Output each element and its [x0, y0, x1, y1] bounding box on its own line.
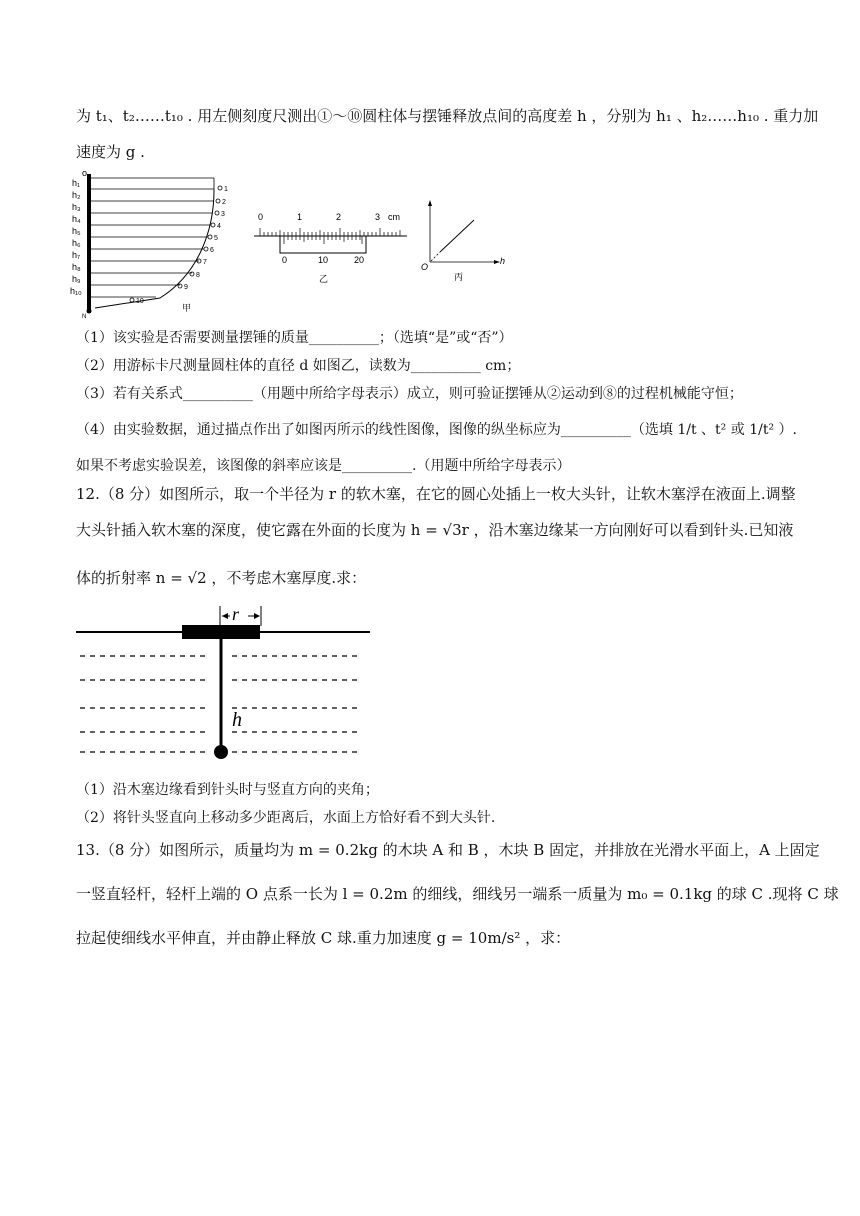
vernier-slider: [280, 236, 366, 253]
svg-text:N: N: [82, 314, 87, 318]
x-axis-label: h: [500, 256, 506, 266]
p13-line-2: 一竖直轻杆，轻杆上端的 O 点系一长为 l = 0.2m 的细线，细线另一端系一质量为 m₀ = 0.1kg 的球 C .现将 C 球: [76, 885, 839, 903]
p12-line-1: 12.（8 分）如图所示，取一个半径为 r 的软木塞，在它的圆心处插上一枚大头针，让软木塞浮在液面上.调整: [76, 485, 796, 503]
q11-sub-5: 如果不考虑实验误差，该图像的斜率应该是__________.（用题中所给字母表示）: [76, 458, 571, 474]
svg-text:6: 6: [210, 247, 214, 254]
svg-text:cm: cm: [388, 212, 400, 222]
header-line-1: 为 t₁、t₂……t₁₀ . 用左侧刻度尺测出①～⑩圆柱体与摆锤释放点间的高度差 h ，分别为 h₁ 、h₂……h₁₀ . 重力加: [76, 107, 819, 125]
r-label: r: [232, 604, 240, 624]
svg-text:h₆: h₆: [72, 238, 81, 248]
figure-jia: [60, 168, 235, 318]
figure-bing-caption: 丙: [454, 273, 464, 283]
h-label: h: [232, 709, 242, 731]
svg-text:h₅: h₅: [72, 226, 81, 236]
p13-line-3: 拉起使细线水平伸直，并由静止释放 C 球.重力加速度 g = 10m/s² ，求：: [76, 929, 571, 947]
figure-jia-caption: 甲: [182, 304, 192, 314]
svg-text:10: 10: [136, 298, 144, 305]
q11-sub-1: （1）该实验是否需要测量摆锤的质量__________；（选填“是”或“否”）: [76, 330, 513, 346]
svg-text:h₈: h₈: [72, 262, 81, 272]
p12-line-3: 体的折射率 n = √2 ，不考虑木塞厚度.求：: [76, 569, 367, 587]
main-scale-labels: [258, 212, 400, 222]
svg-text:2: 2: [336, 212, 342, 222]
svg-text:8: 8: [196, 272, 200, 279]
figure-yi: [250, 206, 410, 290]
svg-text:h₉: h₉: [72, 274, 81, 284]
svg-text:10: 10: [318, 255, 329, 265]
figure-bing: [418, 198, 508, 288]
q11-sub-3: （3）若有关系式__________（用题中所给字母表示）成立，则可验证摆锤从②运动到⑧的过程机械能守恒；: [76, 386, 743, 402]
svg-text:1: 1: [297, 212, 303, 222]
vernier-ticks: [284, 236, 362, 244]
linear-line: [440, 220, 474, 252]
svg-text:h₁: h₁: [72, 178, 81, 188]
svg-text:3: 3: [375, 212, 381, 222]
header-line-2: 速度为 g .: [76, 143, 145, 161]
svg-text:7: 7: [203, 259, 207, 266]
svg-text:h₂: h₂: [72, 190, 81, 200]
svg-text:1: 1: [224, 186, 228, 193]
svg-text:h₇: h₇: [72, 250, 81, 260]
main-scale-ticks: [260, 228, 400, 236]
vernier-labels: [282, 255, 364, 265]
p12-sub-2: （2）将针头竖直向上移动多少距离后，水面上方恰好看不到大头针.: [76, 810, 496, 826]
svg-text:h₁₀: h₁₀: [70, 286, 82, 296]
bob-point: [87, 309, 92, 314]
svg-text:20: 20: [354, 255, 365, 265]
svg-text:h₃: h₃: [72, 202, 81, 212]
origin-label: O: [421, 262, 429, 272]
svg-text:3: 3: [221, 211, 225, 218]
figure-jia-top-label: o: [82, 168, 88, 178]
cork: [182, 625, 260, 639]
pin-head: [214, 745, 228, 759]
ruler-lines: [91, 178, 214, 297]
svg-text:0: 0: [258, 212, 264, 222]
p12-line-2: 大头针插入软木塞的深度，使它露在外面的长度为 h = √3r ，沿木塞边缘某一方向刚好可以看到针头.已知液: [76, 521, 794, 539]
svg-text:9: 9: [184, 284, 188, 291]
q11-sub-2: （2）用游标卡尺测量圆柱体的直径 d 如图乙，读数为__________ cm；: [76, 358, 521, 374]
svg-text:5: 5: [214, 235, 218, 242]
p13-line-1: 13.（8 分）如图所示，质量均为 m = 0.2kg 的木块 A 和 B ，木块 B 固定，并排放在光滑水平面上，A 上固定: [76, 841, 820, 859]
svg-text:h₄: h₄: [72, 214, 81, 224]
q11-sub-4: （4）由实验数据，通过描点作出了如图丙所示的线性图像，图像的纵坐标应为__________（选填 1/t 、t² 或 1/t² ）.: [76, 422, 797, 438]
svg-text:4: 4: [217, 223, 221, 230]
svg-text:2: 2: [222, 199, 226, 206]
svg-text:0: 0: [282, 255, 288, 265]
h-labels: [70, 178, 82, 296]
figure-cork: [72, 604, 372, 764]
figure-yi-caption: 乙: [319, 275, 329, 285]
p12-sub-1: （1）沿木塞边缘看到针头时与竖直方向的夹角；: [76, 782, 379, 798]
